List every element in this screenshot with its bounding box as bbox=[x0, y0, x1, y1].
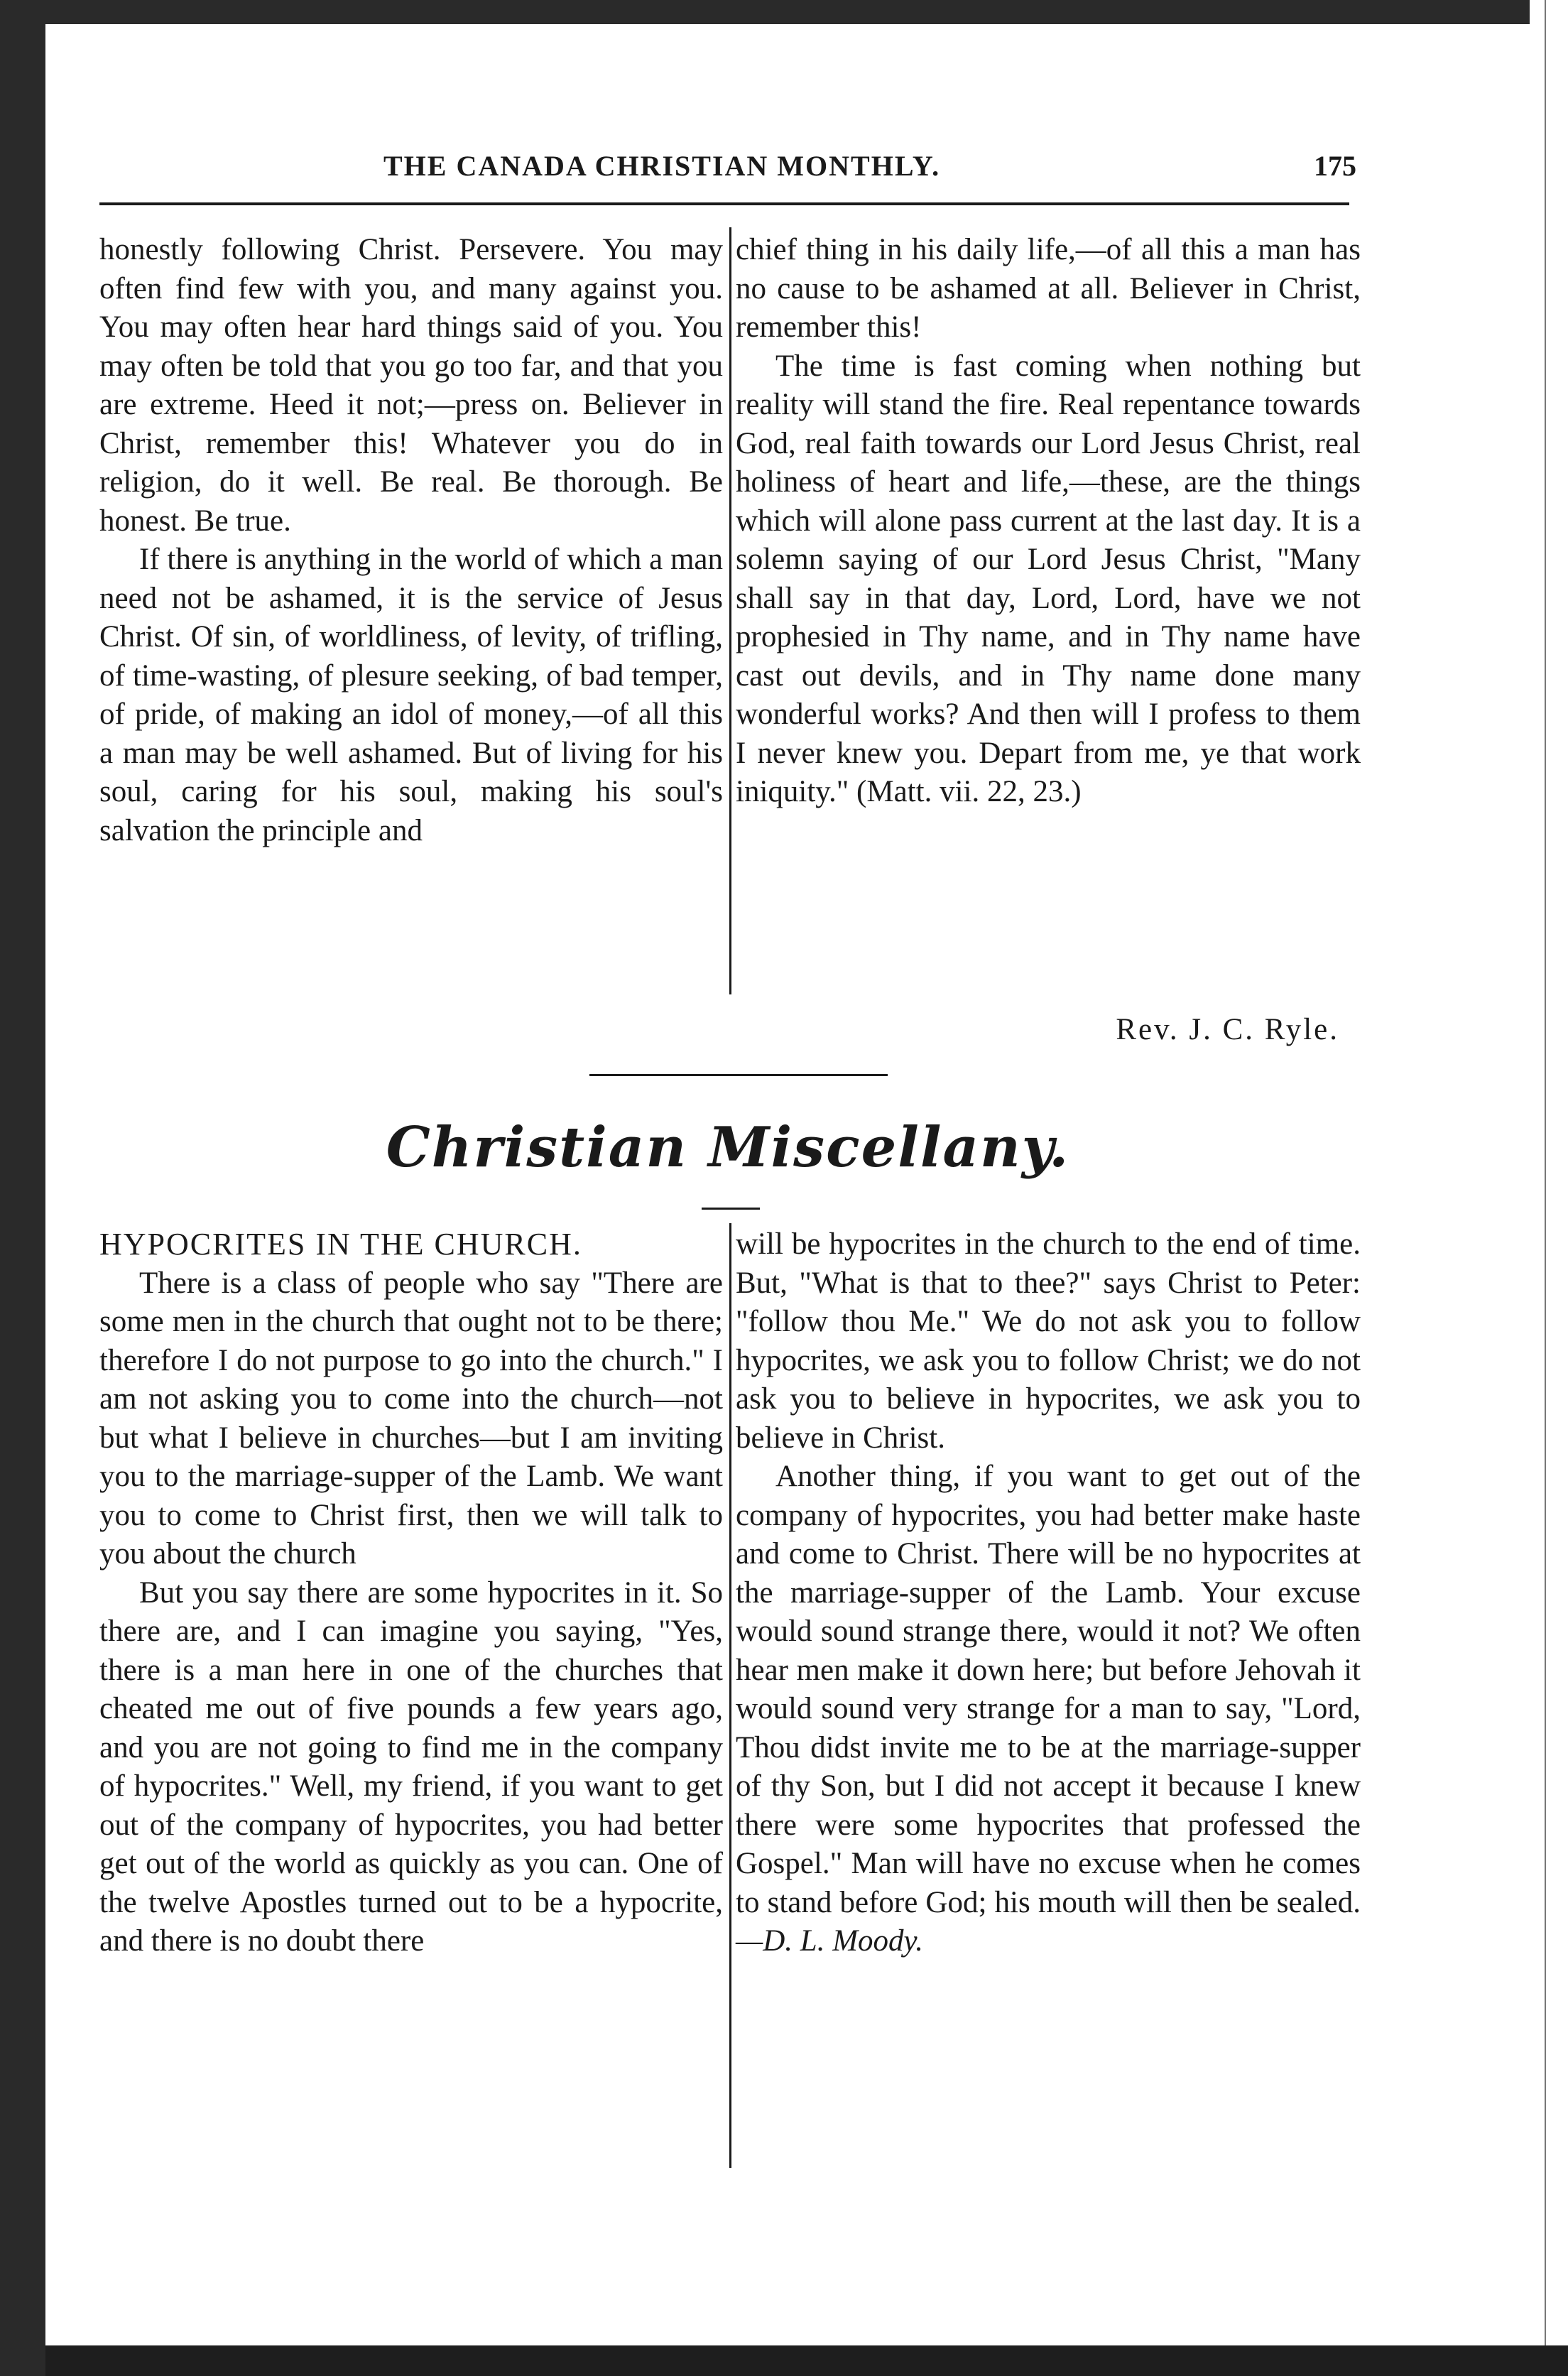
running-header bbox=[99, 149, 1356, 192]
paragraph: will be hypocrites in the church to the end of time. But, "What is that to thee?" says Christ to Peter: "follow thou Me." We do not ask you to follow hypocrites, we ask you to follow Christ; we do not ask you to believe in hypocrites, we ask you to believe in Christ. bbox=[736, 1227, 1361, 1455]
section-rule bbox=[589, 1074, 888, 1076]
bottom-edge-shadow bbox=[45, 2345, 1568, 2376]
article-left-column bbox=[99, 1225, 723, 1961]
paragraph: But you say there are some hypocrites in it. So there are, and I can imagine you saying, "Yes, there is a man here in one of the churches that cheated me out of five pounds a few years ago, and you are not going to find me in the company of hypocrites." Well, my friend, if you want to get out of the company of hypocrites, you had better get out of the world as quickly as you can. One of the twelve Apostles turned out to be a hypocrite, and there is no doubt there bbox=[99, 1575, 723, 1958]
article-right-column bbox=[736, 1225, 1361, 1961]
paragraph: There is a class of people who say "There are some men in the church that ought not to be there; therefore I do not purpose to go into the church." I am not asking you to come into the church—not but what I believe in churches—but I am inviting you to the marriage-supper of the Lamb. We want you to come to Christ first, then we will talk to you about the church bbox=[99, 1266, 723, 1571]
section-subrule bbox=[702, 1208, 760, 1210]
paragraph-text: Another thing, if you want to get out of the company of hypocrites, you had better make haste and come to Christ. There will be no hypocrites at the marriage-supper of the Lamb. Your excuse would sound strange there, would it not? We often hear men make it down here; but before Jehovah it would sound very strange for a man to say, "Lord, Thou didst invite me to be at the marriage-supper of thy Son, but I did not accept it because I knew there were some hypocrites that professed the Gospel." Man will have no excuse when he comes to stand before God; his mouth will then be sealed. bbox=[736, 1460, 1361, 1919]
page-number: 175 bbox=[1314, 150, 1356, 182]
article-title: HYPOCRITES IN THE CHURCH. bbox=[99, 1227, 582, 1262]
right-edge-line bbox=[1545, 0, 1546, 2376]
author-signature: Rev. J. C. Ryle. bbox=[1116, 1013, 1339, 1046]
paragraph: The time is fast coming when nothing but reality will stand the fire. Real repentance towards God, real faith towards our Lord Jesus Christ, real holiness of heart and life,—these, are the things which will alone pass current at the last day. It is a solemn saying of our Lord Jesus Christ, "Many shall say in that day, Lord, Lord, have we not prophesied in Thy name, and in Thy name have cast out devils, and in Thy name done many wonderful works? And then will I profess to them I never knew you. Depart from me, ye that work iniquity." (Matt. vii. 22, 23.) bbox=[736, 349, 1361, 808]
section-title: Christian Miscellany. bbox=[386, 1115, 1070, 1180]
paragraph: chief thing in his daily life,—of all this a man has no cause to be ashamed at all. Believer in Christ, remember this! bbox=[736, 233, 1361, 344]
paragraph: honestly following Christ. Persevere. You may often find few with you, and many against you. You may often hear hard things said of you. You may often be told that you go too far, and that you are extreme. Heed it not;—press on. Believer in Christ, remember this! Whatever you do in religion, do it well. Be real. Be thorough. Be honest. Be true. bbox=[99, 233, 723, 538]
article-byline: —D. L. Moody. bbox=[736, 1924, 923, 1958]
top-left-column bbox=[99, 231, 723, 850]
column-divider bbox=[729, 1223, 731, 2168]
header-rule bbox=[99, 202, 1349, 205]
running-title: THE CANADA CHRISTIAN MONTHLY. bbox=[383, 150, 941, 182]
paragraph bbox=[736, 1458, 1361, 1961]
top-right-column bbox=[736, 231, 1361, 812]
column-divider bbox=[729, 227, 731, 994]
top-edge-shadow bbox=[45, 0, 1530, 24]
paragraph: If there is anything in the world of which a man need not be ashamed, it is the service of Jesus Christ. Of sin, of worldliness, of levity, of trifling, of time-wasting, of plesure seeking, of bad temper, of pride, of making an idol of money,—of all this a man may be well ashamed. But of living for his soul, caring for his soul, making his soul's salvation the principle and bbox=[99, 543, 723, 847]
binding-shadow bbox=[0, 0, 45, 2376]
